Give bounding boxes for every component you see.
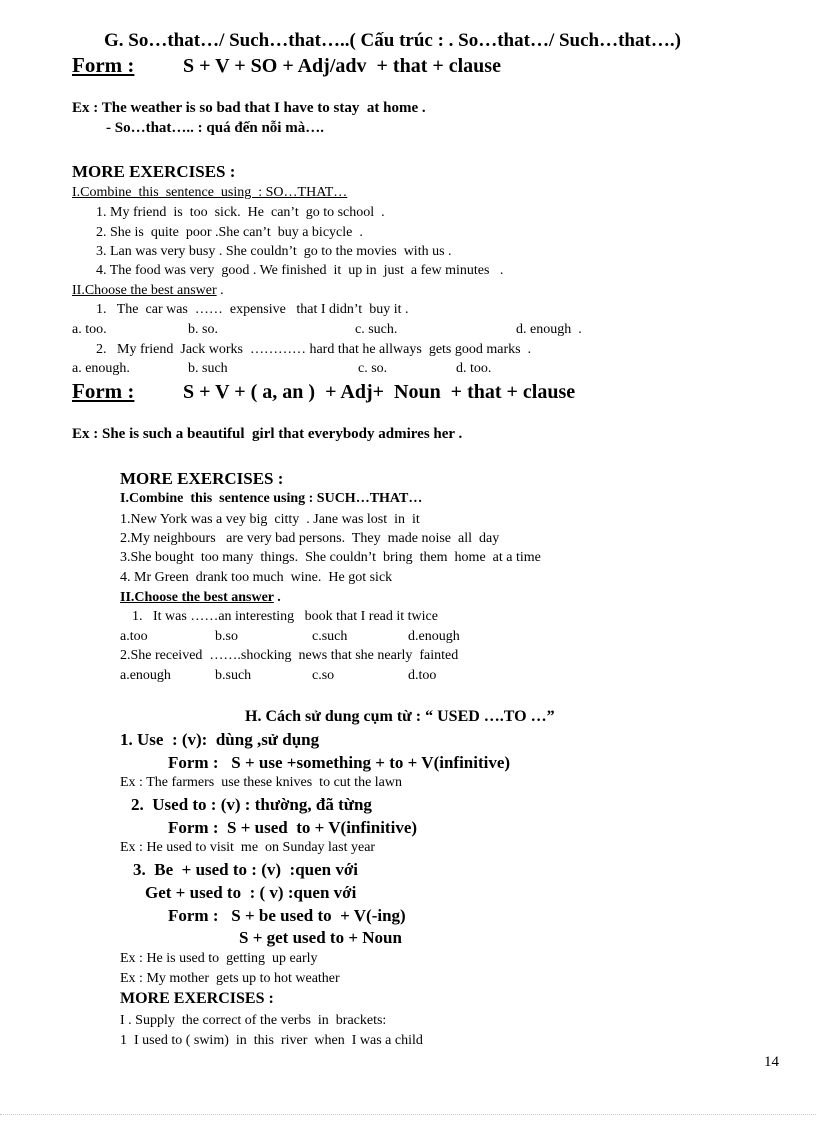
option: d.too <box>408 668 437 683</box>
exercise-part1-title: I.Combine this sentence using : SO…THAT… <box>72 185 348 200</box>
exercise-part2-title-2-text: II.Choose the best answer <box>120 590 274 605</box>
more-exercises-title-2: MORE EXERCISES : <box>120 469 284 488</box>
question-2: 2. My friend Jack works ………… hard that he allways gets good marks . <box>96 342 532 357</box>
get-used-to-form: S + get used to + Noun <box>239 928 402 947</box>
question-1: 1. It was ……an interesting book that I read it twice <box>132 609 438 624</box>
be-used-to-example-2: Ex : My mother gets up to hot weather <box>120 971 340 986</box>
list-item: 2.My neighbours are very bad persons. They made noise all day <box>120 531 500 546</box>
more-exercises-title: MORE EXERCISES : <box>72 162 236 181</box>
list-item: 3. Lan was very busy . She couldn’t go to the movies with us . <box>96 244 452 259</box>
exercise-part2-title-tail: . <box>216 283 224 298</box>
section-h-heading: H. Cách sử dung cụm từ : “ USED ….TO …” <box>245 708 555 725</box>
exercise-part2-title-2-tail: . <box>273 590 281 605</box>
option: a.enough <box>120 668 171 683</box>
such-that-formula: S + V + ( a, an ) + Adj+ Noun + that + clause <box>183 381 576 403</box>
exercise-part2-title-2 <box>120 591 281 605</box>
be-used-to-form: Form : S + be used to + V(-ing) <box>168 906 406 925</box>
option: a. too. <box>72 322 107 337</box>
be-used-to-example-1: Ex : He is used to getting up early <box>120 951 318 966</box>
option: d. enough . <box>516 322 582 337</box>
option: c. so. <box>358 361 388 376</box>
list-item: 1. My friend is too sick. He can’t go to school . <box>96 205 385 220</box>
so-that-meaning: - So…that….. : quá đến nỗi mà…. <box>106 120 324 136</box>
supply-title: I . Supply the correct of the verbs in brackets: <box>120 1013 387 1028</box>
list-item: 4. Mr Green drank too much wine. He got sick <box>120 570 393 585</box>
option: a. enough. <box>72 361 130 376</box>
so-that-formula: S + V + SO + Adj/adv + that + clause <box>183 55 501 77</box>
form-label: Form : <box>72 53 135 77</box>
option: b. so. <box>188 322 218 337</box>
option: a.too <box>120 629 148 644</box>
option: b.such <box>215 668 252 683</box>
exercise-part1-title-2: I.Combine this sentence using : SUCH…THAT… <box>120 491 423 506</box>
page-bottom-divider <box>0 1114 816 1115</box>
used-to-form: Form : S + used to + V(infinitive) <box>168 818 418 837</box>
use-form: Form : S + use +something + to + V(infinitive) <box>168 753 511 772</box>
so-that-example: Ex : The weather is so bad that I have to stay at home . <box>72 100 426 116</box>
question-2: 2.She received …….shocking news that she nearly fainted <box>120 648 459 663</box>
supply-item: 1 I used to ( swim) in this river when I was a child <box>120 1033 423 1048</box>
option: b. such <box>188 361 228 376</box>
used-to-example: Ex : He used to visit me on Sunday last year <box>120 840 376 855</box>
page-number: 14 <box>764 1054 779 1070</box>
list-item: 3.She bought too many things. She couldn’t bring them home at a time <box>120 550 541 565</box>
question-1: 1. The car was …… expensive that I didn’t buy it . <box>96 302 409 317</box>
option: d.enough <box>408 629 460 644</box>
more-exercises-title-3: MORE EXERCISES : <box>120 990 274 1007</box>
used-to-title: 2. Used to : (v) : thường, đã từng <box>131 795 372 814</box>
form-label-2: Form : <box>72 379 135 403</box>
option: c.so <box>312 668 335 683</box>
use-title: 1. Use : (v): dùng ,sử dụng <box>120 730 320 749</box>
option: d. too. <box>456 361 492 376</box>
list-item: 2. She is quite poor .She can’t buy a bicycle . <box>96 225 363 240</box>
exercise-part2-title <box>72 284 224 298</box>
list-item: 1.New York was a vey big citty . Jane was lost in it <box>120 512 420 527</box>
option: b.so <box>215 629 238 644</box>
exercise-part2-title-text: II.Choose the best answer <box>72 283 217 298</box>
list-item: 4. The food was very good . We finished it up in just a few minutes . <box>96 263 504 278</box>
be-used-to-title: 3. Be + used to : (v) :quen với <box>133 860 358 879</box>
option: c. such. <box>355 322 398 337</box>
option: c.such <box>312 629 348 644</box>
section-g-heading: G. So…that…/ Such…that…..( Cấu trúc : . So…that…/ Such…that….) <box>104 30 681 51</box>
use-example: Ex : The farmers use these knives to cut the lawn <box>120 775 402 790</box>
get-used-to-title: Get + used to : ( v) :quen với <box>145 883 357 902</box>
such-that-example: Ex : She is such a beautiful girl that everybody admires her . <box>72 426 463 442</box>
